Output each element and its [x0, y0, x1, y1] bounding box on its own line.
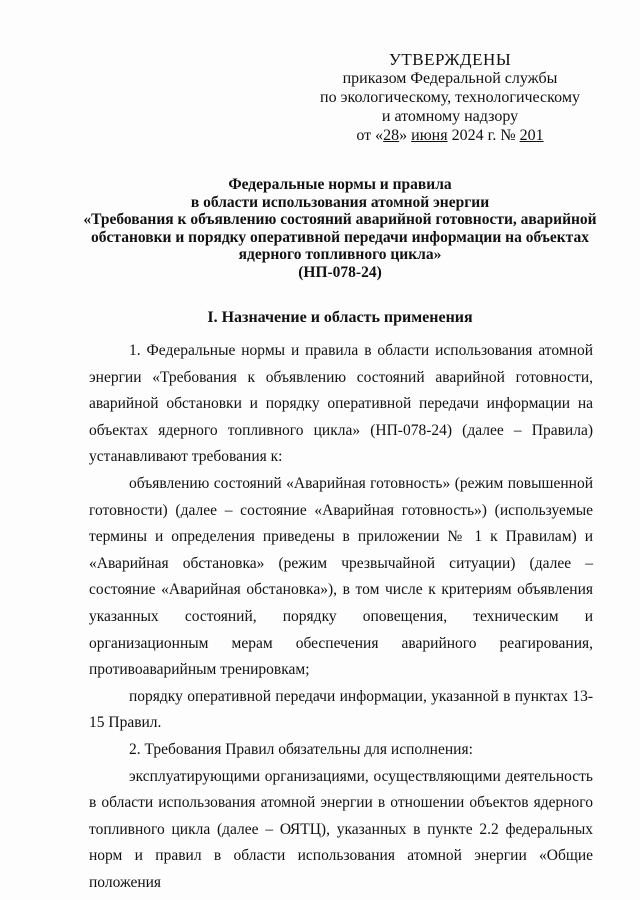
approval-line-1: приказом Федеральной службы	[342, 70, 558, 87]
title-line-3: «Требования к объявлению состояний аварийной готовности, аварийной	[83, 211, 597, 228]
approval-day: 28	[383, 127, 400, 144]
title-line-1: Федеральные нормы и правила	[228, 176, 452, 193]
document-title	[80, 176, 600, 281]
approval-date-line	[300, 126, 600, 145]
paragraph-4: 2. Требования Правил обязательны для исполнения:	[129, 740, 473, 758]
approval-line-2: по экологическому, технологическому	[320, 89, 580, 106]
title-code: (НП-078-24)	[298, 263, 382, 281]
approval-line-3: и атомному надзору	[381, 108, 519, 125]
approval-year: 2024 г. №	[447, 127, 520, 144]
paragraph-3: порядку оперативной передачи информации, указанной в пунктах 13-15 Правил.	[89, 687, 593, 732]
paragraph-2: объявлению состояний «Аварийная готовность» (режим повышенной готовности) (далее – состояние «Аварийная готовность») (используемые термины и определения приведены в приложении № 1 к Правилам) и «Аварийная обстановка» (режим чрезвычайной ситуации) (далее – состояние «Аварийная обстановка»), в том числе к критериям объявления указанных состояний, порядку оповещения, техническим и организационным мерам обеспечения аварийного реагирования, противоаварийным тренировкам;	[89, 474, 593, 679]
approval-month: июня	[411, 127, 448, 144]
approval-stamp	[300, 50, 600, 145]
approval-date-prefix: от «	[356, 127, 384, 144]
approval-heading: УТВЕРЖДЕНЫ	[388, 50, 512, 69]
body-text	[89, 338, 593, 896]
section-title: I. Назначение и область применения	[207, 309, 473, 326]
paragraph-5: эксплуатирующими организациями, осуществляющими деятельность в области использования атомной энергии в отношении объектов ядерного топливного цикла (далее – ОЯТЦ), указанных в пункте 2.2 федеральных норм и правил в области использования атомной энергии «Общие положения	[89, 767, 593, 891]
approval-date-mid: »	[399, 127, 412, 144]
approval-order-number: 201	[519, 127, 544, 144]
title-line-2: в области использования атомной энергии	[190, 193, 490, 211]
title-line-4: обстановки и порядку оперативной передачи информации на объектах	[91, 228, 589, 246]
paragraph-1: 1. Федеральные нормы и правила в области использования атомной энергии «Требования к объявлению состояний аварийной готовности, аварийной обстановки и порядку оперативной передачи информации на объектах ядерного топливного цикла» (НП-078-24) (далее – Правила) устанавливают требования к:	[89, 342, 593, 466]
title-line-5: ядерного топливного цикла»	[238, 246, 442, 263]
